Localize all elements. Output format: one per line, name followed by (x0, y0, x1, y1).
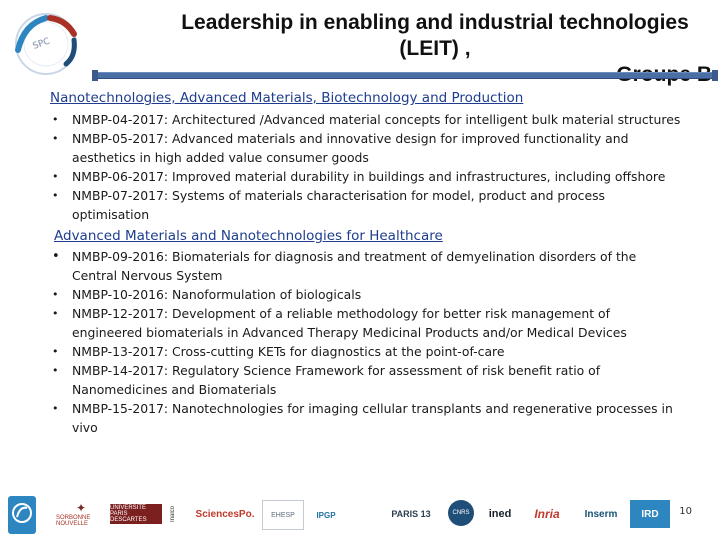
list-item (46, 167, 712, 186)
title-divider (94, 72, 716, 79)
sorbonne-paris-cite-logo (4, 4, 100, 84)
bullet: • (52, 402, 59, 415)
title-divider-cap-left (92, 70, 98, 81)
sorbonne-nouvelle-logo: ✦ SORBONNE NOUVELLE (56, 498, 106, 530)
paris-descartes-logo (110, 504, 162, 524)
list-item (46, 247, 712, 285)
item-text: NMBP-12-2017: Development of a reliable methodology for better risk management of (72, 306, 610, 321)
item-text-cont: aesthetics in high added value consumer goods (72, 150, 369, 165)
logo-label: Inserm (584, 508, 618, 520)
logo-label: EHESP (271, 511, 295, 519)
list-item (46, 342, 712, 361)
list-item (46, 186, 712, 224)
logo-label: UNIVERSITÉ PARIS DESCARTES (110, 505, 147, 523)
section-list-healthcare (46, 247, 712, 437)
item-text: NMBP-05-2017: Advanced materials and innovative design for improved functionality and (72, 131, 629, 146)
item-text: NMBP-13-2017: Cross-cutting KETs for diagnostics at the point-of-care (72, 344, 505, 359)
item-text: NMBP-04-2017: Architectured /Advanced material concepts for intelligent bulk material structures (72, 112, 681, 127)
list-item (46, 399, 712, 437)
bullet: • (52, 249, 60, 264)
item-text: NMBP-15-2017: Nanotechnologies for imaging cellular transplants and regenerative processes in (72, 401, 673, 416)
list-item (46, 129, 712, 167)
list-item (46, 304, 712, 342)
page-number: 10 (679, 506, 692, 517)
bullet: • (52, 364, 59, 377)
item-text-cont: vivo (72, 420, 98, 435)
logo-label: SciencesPo. (195, 508, 255, 520)
cnrs-logo (448, 500, 474, 526)
paris-13-logo (380, 502, 442, 526)
bullet: • (52, 189, 59, 202)
item-text-cont: Central Nervous System (72, 268, 223, 283)
item-text: NMBP-07-2017: Systems of materials characterisation for model, product and process (72, 188, 605, 203)
bullet: • (52, 132, 59, 145)
logo-label: ined (488, 508, 512, 520)
sciences-po-logo (196, 504, 254, 524)
section-list-nmbp (46, 110, 712, 224)
bullet: • (52, 170, 59, 183)
logo-label: IPGP (316, 510, 336, 520)
title-divider-cap-right (712, 70, 718, 81)
ird-logo (630, 500, 670, 528)
svg-text:SPC: SPC (31, 36, 52, 52)
logo-label: Inria (534, 507, 560, 521)
logo-label: CNRS (452, 510, 470, 516)
ehesp-logo (262, 500, 304, 530)
list-item (46, 361, 712, 399)
item-text-cont: optimisation (72, 207, 150, 222)
logo-label: PARIS 13 (391, 509, 431, 519)
section-heading-nmbp: Nanotechnologies, Advanced Materials, Biotechnology and Production (50, 90, 524, 106)
item-text: NMBP-14-2017: Regulatory Science Framework for assessment of risk benefit ratio of (72, 363, 601, 378)
footer-logo-strip (0, 488, 720, 540)
logo-label: SORBONNE NOUVELLE (56, 515, 91, 527)
sorbonne-paris-cite-mini-logo (8, 496, 36, 534)
list-item (46, 110, 712, 129)
item-text: NMBP-06-2017: Improved material durability in buildings and infrastructures, including offshore (72, 169, 666, 184)
inria-logo (524, 502, 570, 526)
list-item (46, 285, 712, 304)
bullet: • (52, 288, 59, 301)
ipgp-logo (308, 504, 344, 526)
item-text-cont: Nanomedicines and Biomaterials (72, 382, 277, 397)
logo-label: IRD (641, 508, 659, 520)
inalco-logo (166, 494, 180, 534)
title-line-1: Leadership in enabling and industrial technologies (LEIT) , (181, 11, 689, 60)
section-heading-healthcare: Advanced Materials and Nanotechnologies for Healthcare (54, 228, 443, 244)
bullet: • (52, 345, 59, 358)
item-text-cont: engineered biomaterials in Advanced Therapy Medicinal Products and/or Medical Devices (72, 325, 627, 340)
item-text: NMBP-10-2016: Nanoformulation of biologicals (72, 287, 362, 302)
logo-label: Inalco (170, 506, 176, 523)
item-text: NMBP-09-2016: Biomaterials for diagnosis and treatment of demyelination disorders of the (72, 249, 637, 264)
bullet: • (52, 307, 59, 320)
ined-logo (480, 502, 520, 526)
bullet: • (52, 113, 59, 126)
inserm-logo (576, 502, 626, 526)
